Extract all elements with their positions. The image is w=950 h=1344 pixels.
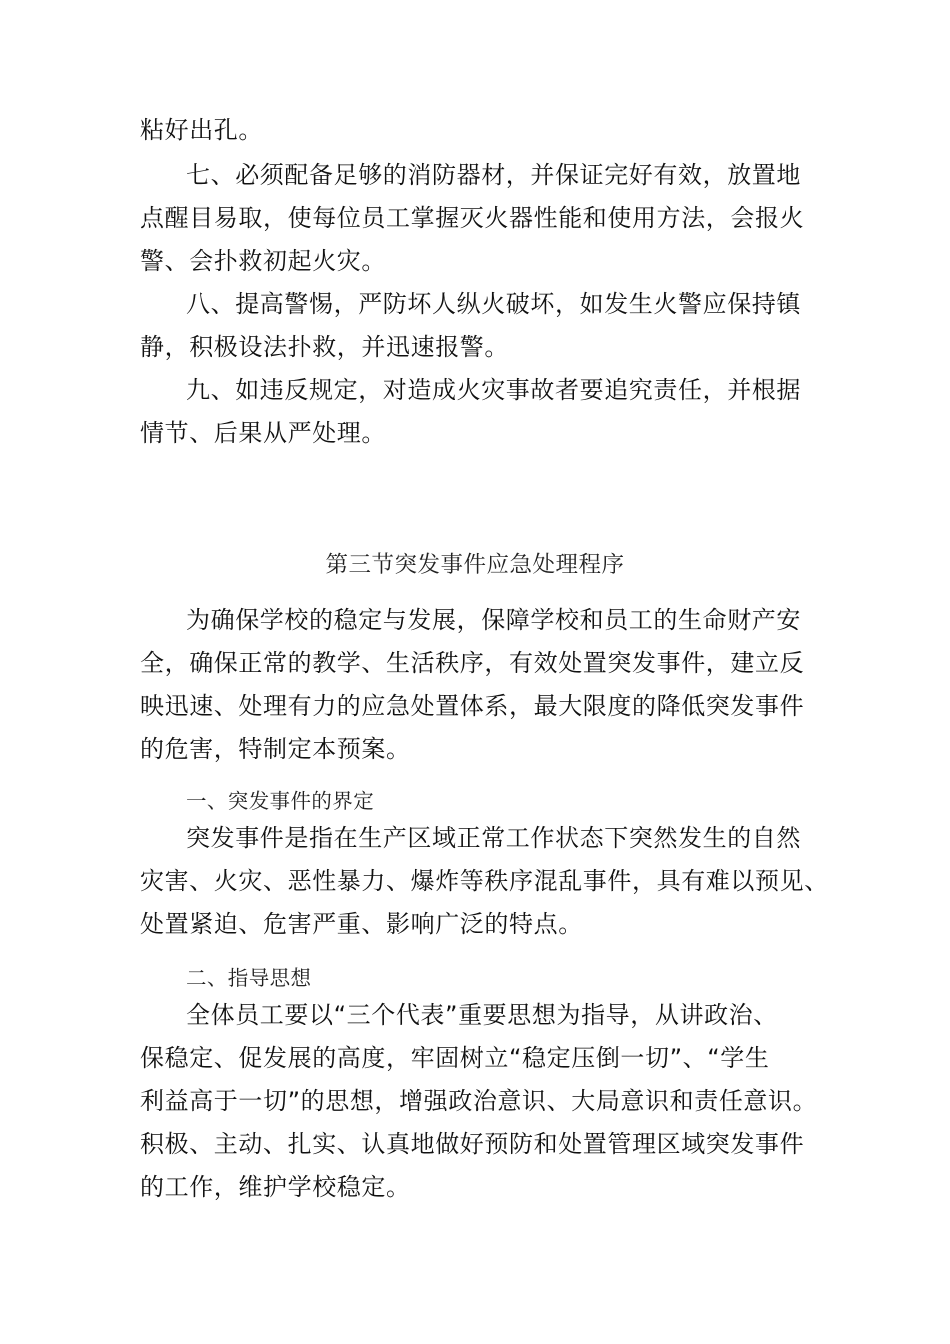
paragraph-line: 静，积极设法扑救，并迅速报警。: [140, 333, 509, 361]
paragraph-line: 的危害，特制定本预案。: [140, 735, 411, 763]
paragraph-line: 九、如违反规定，对造成火灾事故者要追究责任，并根据: [186, 376, 801, 404]
paragraph-line: 利益高于一切”的思想，增强政治意识、大局意识和责任意识。: [140, 1087, 818, 1115]
paragraph-line: 的工作，维护学校稳定。: [140, 1173, 411, 1201]
paragraph-line: 全体员工要以“三个代表”重要思想为指导，从讲政治、: [186, 1001, 778, 1029]
section-title: 第三节突发事件应急处理程序: [325, 552, 625, 578]
paragraph-line: 八、提高警惕，严防坏人纵火破坏，如发生火警应保持镇: [186, 290, 801, 318]
paragraph-line: 映迅速、处理有力的应急处置体系，最大限度的降低突发事件: [140, 692, 805, 720]
paragraph-line: 警、会扑救初起火灾。: [140, 247, 386, 275]
paragraph-line: 点醒目易取，使每位员工掌握灭火器性能和使用方法，会报火: [140, 204, 805, 232]
paragraph-line: 七、必须配备足够的消防器材，并保证完好有效，放置地: [186, 161, 801, 189]
paragraph-line: 积极、主动、扎实、认真地做好预防和处置管理区域突发事件: [140, 1130, 805, 1158]
paragraph-line: 突发事件是指在生产区域正常工作状态下突然发生的自然: [186, 824, 801, 852]
paragraph-line: 全，确保正常的教学、生活秩序，有效处置突发事件，建立反: [140, 649, 805, 677]
paragraph-line: 灾害、火灾、恶性暴力、爆炸等秩序混乱事件，具有难以预见、: [140, 867, 829, 895]
paragraph-line: 为确保学校的稳定与发展，保障学校和员工的生命财产安: [186, 606, 801, 634]
paragraph-line: 处置紧迫、危害严重、影响广泛的特点。: [140, 910, 583, 938]
paragraph-line: 粘好出孔。: [140, 116, 263, 144]
subsection-heading: 二、指导思想: [186, 966, 312, 990]
paragraph-line: 保稳定、促发展的高度，牢固树立“稳定压倒一切”、“学生: [140, 1044, 770, 1072]
paragraph-line: 情节、后果从严处理。: [140, 419, 386, 447]
subsection-heading: 一、突发事件的界定: [186, 789, 375, 813]
